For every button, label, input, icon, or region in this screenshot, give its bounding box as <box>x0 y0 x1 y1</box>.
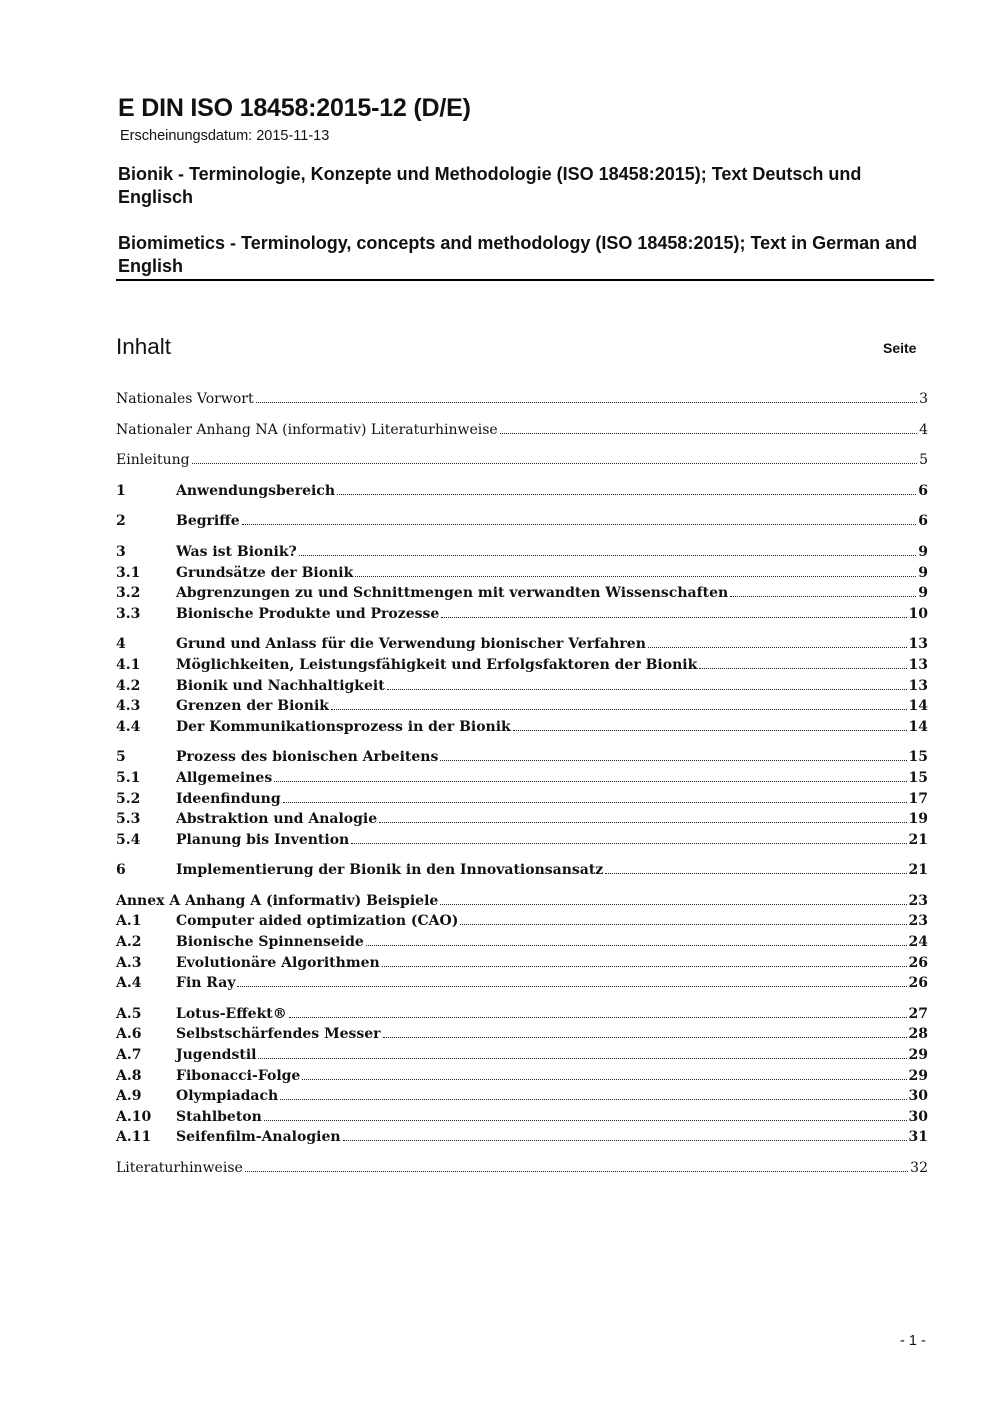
toc-entry-title: Anwendungsbereich <box>176 482 335 499</box>
toc-entry-number: 2 <box>116 513 126 530</box>
toc-entry-page: 4 <box>919 421 928 438</box>
toc-entry-number: 4.1 <box>116 656 141 673</box>
toc-entry[interactable] <box>116 809 928 830</box>
toc-dot-leader <box>337 494 916 495</box>
toc-entry[interactable] <box>116 389 928 410</box>
publication-date: Erscheinungsdatum: 2015-11-13 <box>120 128 330 144</box>
toc-entry-title: Bionische Spinnenseide <box>176 934 364 951</box>
toc-entry-page: 26 <box>908 975 928 992</box>
toc-entry[interactable] <box>116 676 928 697</box>
toc-entry[interactable] <box>116 1107 928 1128</box>
toc-dot-leader <box>245 1171 908 1172</box>
toc-entry-number: 5.4 <box>116 831 141 848</box>
toc-entry-page: 32 <box>910 1160 928 1176</box>
toc-entry-number: 6 <box>116 862 126 879</box>
toc-entry-page: 31 <box>908 1129 928 1146</box>
toc-entry[interactable] <box>116 583 928 604</box>
toc-entry[interactable] <box>116 420 928 441</box>
toc-dot-leader <box>242 524 917 525</box>
toc-dot-leader <box>299 555 916 556</box>
toc-entry[interactable] <box>116 1158 928 1179</box>
toc-entry-page: 21 <box>908 831 928 848</box>
toc-entry-number: 1 <box>116 482 126 499</box>
toc-entry-number: 5.3 <box>116 811 141 828</box>
toc-entry-number: A.5 <box>116 1005 142 1022</box>
toc-dot-leader <box>383 1037 907 1038</box>
toc-entry-title: Annex A Anhang A (informativ) Beispiele <box>116 892 439 909</box>
toc-entry-title: Möglichkeiten, Leistungsfähigkeit und Erfolgsfaktoren der Bionik <box>176 656 698 673</box>
toc-entry[interactable] <box>116 953 928 974</box>
toc-entry[interactable] <box>116 1045 928 1066</box>
toc-entry-title: Computer aided optimization (CAO) <box>176 913 459 930</box>
toc-entry-number: 5.1 <box>116 769 141 786</box>
toc-entry-title: Prozess des bionischen Arbeitens <box>176 749 439 766</box>
toc-entry-page: 6 <box>918 482 928 499</box>
toc-entry-number: A.8 <box>116 1067 142 1084</box>
table-of-contents <box>116 389 928 1179</box>
toc-entry[interactable] <box>116 932 928 953</box>
toc-entry-title: Was ist Bionik? <box>176 543 297 560</box>
toc-dot-leader <box>192 463 918 464</box>
toc-entry-title: Olympiadach <box>176 1088 279 1105</box>
toc-dot-leader <box>440 904 906 905</box>
toc-entry-page: 14 <box>908 698 928 715</box>
toc-entry-title: Allgemeines <box>176 769 273 786</box>
toc-dot-leader <box>699 668 906 669</box>
toc-entry-number: A.11 <box>116 1129 152 1146</box>
toc-entry-title: Literaturhinweise <box>116 1160 243 1176</box>
toc-entry-title: Grund und Anlass für die Verwendung bionischer Verfahren <box>176 636 646 653</box>
toc-entry[interactable] <box>116 1086 928 1107</box>
toc-entry-page: 17 <box>908 790 928 807</box>
toc-dot-leader <box>513 730 907 731</box>
toc-entry[interactable] <box>116 634 928 655</box>
toc-entry-page: 28 <box>908 1026 928 1043</box>
toc-entry-page: 24 <box>908 934 928 951</box>
toc-entry-number: A.4 <box>116 975 142 992</box>
toc-entry-page: 6 <box>918 513 928 530</box>
toc-entry-page: 14 <box>908 718 928 735</box>
toc-entry-page: 5 <box>919 452 928 469</box>
toc-entry[interactable] <box>116 1127 928 1148</box>
toc-entry-page: 23 <box>908 913 928 930</box>
toc-dot-leader <box>343 1140 907 1141</box>
toc-entry-page: 9 <box>918 543 928 560</box>
toc-entry-page: 29 <box>908 1067 928 1084</box>
toc-entry-title: Implementierung der Bionik in den Innovationsansatz <box>176 862 604 879</box>
toc-entry-number: A.2 <box>116 934 142 951</box>
toc-entry-page: 15 <box>908 749 928 766</box>
toc-entry-number: 3.1 <box>116 564 141 581</box>
toc-entry[interactable] <box>116 542 928 563</box>
toc-entry-number: 5 <box>116 749 126 766</box>
toc-entry[interactable] <box>116 747 928 768</box>
toc-entry[interactable] <box>116 563 928 584</box>
toc-entry-title: Stahlbeton <box>176 1108 262 1125</box>
toc-entry-page: 13 <box>908 677 928 694</box>
toc-entry-title: Evolutionäre Algorithmen <box>176 954 380 971</box>
toc-entry-number: A.3 <box>116 954 142 971</box>
toc-entry-number: 3.3 <box>116 605 141 622</box>
toc-entry-page: 19 <box>908 811 928 828</box>
toc-dot-leader <box>387 689 907 690</box>
toc-entry[interactable] <box>116 911 928 932</box>
toc-entry-number: 3.2 <box>116 585 141 602</box>
toc-entry-number: A.9 <box>116 1088 142 1105</box>
toc-dot-leader <box>441 617 906 618</box>
toc-dot-leader <box>500 433 917 434</box>
toc-entry-number: A.1 <box>116 913 142 930</box>
toc-entry-page: 27 <box>908 1005 928 1022</box>
document-number: E DIN ISO 18458:2015-12 (D/E) <box>118 94 471 122</box>
toc-entry-title: Nationaler Anhang NA (informativ) Literaturhinweise <box>116 421 498 438</box>
toc-dot-leader <box>274 781 906 782</box>
toc-entry-title: Bionische Produkte und Prozesse <box>176 605 440 622</box>
toc-entry[interactable] <box>116 1024 928 1045</box>
toc-entry[interactable] <box>116 789 928 810</box>
toc-dot-leader <box>648 647 907 648</box>
toc-entry-title: Lotus-Effekt® <box>176 1005 287 1022</box>
toc-dot-leader <box>280 1099 906 1100</box>
toc-dot-leader <box>730 596 916 597</box>
toc-entry-number: 5.2 <box>116 790 141 807</box>
toc-entry[interactable] <box>116 1066 928 1087</box>
toc-entry-page: 30 <box>908 1088 928 1105</box>
toc-entry-title: Jugendstil <box>176 1047 257 1064</box>
toc-entry-title: Fin Ray <box>176 975 236 992</box>
toc-dot-leader <box>237 986 906 987</box>
document-title-english: Biomimetics - Terminology, concepts and methodology (ISO 18458:2015); Text in German and English <box>118 233 918 276</box>
toc-entry-number: 4.3 <box>116 698 141 715</box>
toc-entry-number: 4.2 <box>116 677 141 694</box>
toc-entry-title: Einleitung <box>116 452 190 469</box>
toc-entry-page: 26 <box>908 954 928 971</box>
toc-entry[interactable] <box>116 1004 928 1025</box>
toc-dot-leader <box>605 873 906 874</box>
toc-entry-page: 29 <box>908 1047 928 1064</box>
toc-entry-page: 13 <box>908 656 928 673</box>
toc-entry-title: Der Kommunikationsprozess in der Bionik <box>176 718 511 735</box>
toc-entry-title: Selbstschärfendes Messer <box>176 1026 381 1043</box>
toc-entry-title: Grundsätze der Bionik <box>176 564 354 581</box>
toc-dot-leader <box>289 1017 907 1018</box>
toc-entry-title: Begriffe <box>176 513 240 530</box>
toc-entry-page: 3 <box>919 391 928 407</box>
toc-entry-title: Nationales Vorwort <box>116 391 254 407</box>
toc-entry-page: 13 <box>908 636 928 653</box>
toc-entry-page: 23 <box>908 892 928 909</box>
toc-heading: Inhalt <box>116 334 172 359</box>
toc-dot-leader <box>302 1079 906 1080</box>
toc-dot-leader <box>256 402 918 403</box>
toc-entry[interactable] <box>116 891 928 912</box>
toc-entry-page: 30 <box>908 1108 928 1125</box>
toc-entry[interactable] <box>116 860 928 881</box>
toc-dot-leader <box>355 576 916 577</box>
toc-entry-title: Abgrenzungen zu und Schnittmengen mit verwandten Wissenschaften <box>176 585 729 602</box>
toc-entry[interactable] <box>116 511 928 532</box>
toc-dot-leader <box>331 709 907 710</box>
toc-entry-number: 3 <box>116 543 126 560</box>
toc-dot-leader <box>258 1058 906 1059</box>
toc-entry[interactable] <box>116 717 928 738</box>
toc-dot-leader <box>264 1120 907 1121</box>
toc-entry-page: 9 <box>918 564 928 581</box>
toc-entry[interactable] <box>116 655 928 676</box>
toc-entry-title: Ideenfindung <box>176 790 281 807</box>
toc-dot-leader <box>351 843 906 844</box>
toc-entry-page: 15 <box>908 769 928 786</box>
toc-entry-number: A.7 <box>116 1047 142 1064</box>
toc-entry-title: Planung bis Invention <box>176 831 350 848</box>
toc-entry[interactable] <box>116 481 928 502</box>
toc-dot-leader <box>379 822 906 823</box>
toc-dot-leader <box>382 966 907 967</box>
toc-entry[interactable] <box>116 696 928 717</box>
toc-entry-number: A.6 <box>116 1026 142 1043</box>
toc-dot-leader <box>460 924 906 925</box>
toc-page-column-label: Seite <box>883 340 917 356</box>
toc-entry-number: A.10 <box>116 1108 152 1125</box>
toc-dot-leader <box>283 802 907 803</box>
toc-entry[interactable] <box>116 450 928 471</box>
toc-entry-title: Abstraktion und Analogie <box>176 811 378 828</box>
toc-entry[interactable] <box>116 830 928 851</box>
toc-dot-leader <box>440 760 906 761</box>
header-divider <box>116 279 934 281</box>
toc-entry-number: 4 <box>116 636 126 653</box>
toc-entry-title: Grenzen der Bionik <box>176 698 329 715</box>
toc-entry-title: Bionik und Nachhaltigkeit <box>176 677 385 694</box>
footer-page-number: - 1 - <box>900 1333 926 1349</box>
document-title-german: Bionik - Terminologie, Konzepte und Methodologie (ISO 18458:2015); Text Deutsch und Englisch <box>118 164 862 207</box>
toc-entry[interactable] <box>116 973 928 994</box>
toc-entry-number: 4.4 <box>116 718 141 735</box>
toc-entry-title: Seifenfilm-Analogien <box>176 1129 341 1146</box>
toc-entry-page: 21 <box>908 862 928 879</box>
toc-entry-page: 9 <box>918 585 928 602</box>
toc-dot-leader <box>366 945 907 946</box>
toc-entry-title: Fibonacci-Folge <box>176 1067 301 1084</box>
toc-entry[interactable] <box>116 768 928 789</box>
toc-entry[interactable] <box>116 604 928 625</box>
toc-entry-page: 10 <box>908 605 928 622</box>
